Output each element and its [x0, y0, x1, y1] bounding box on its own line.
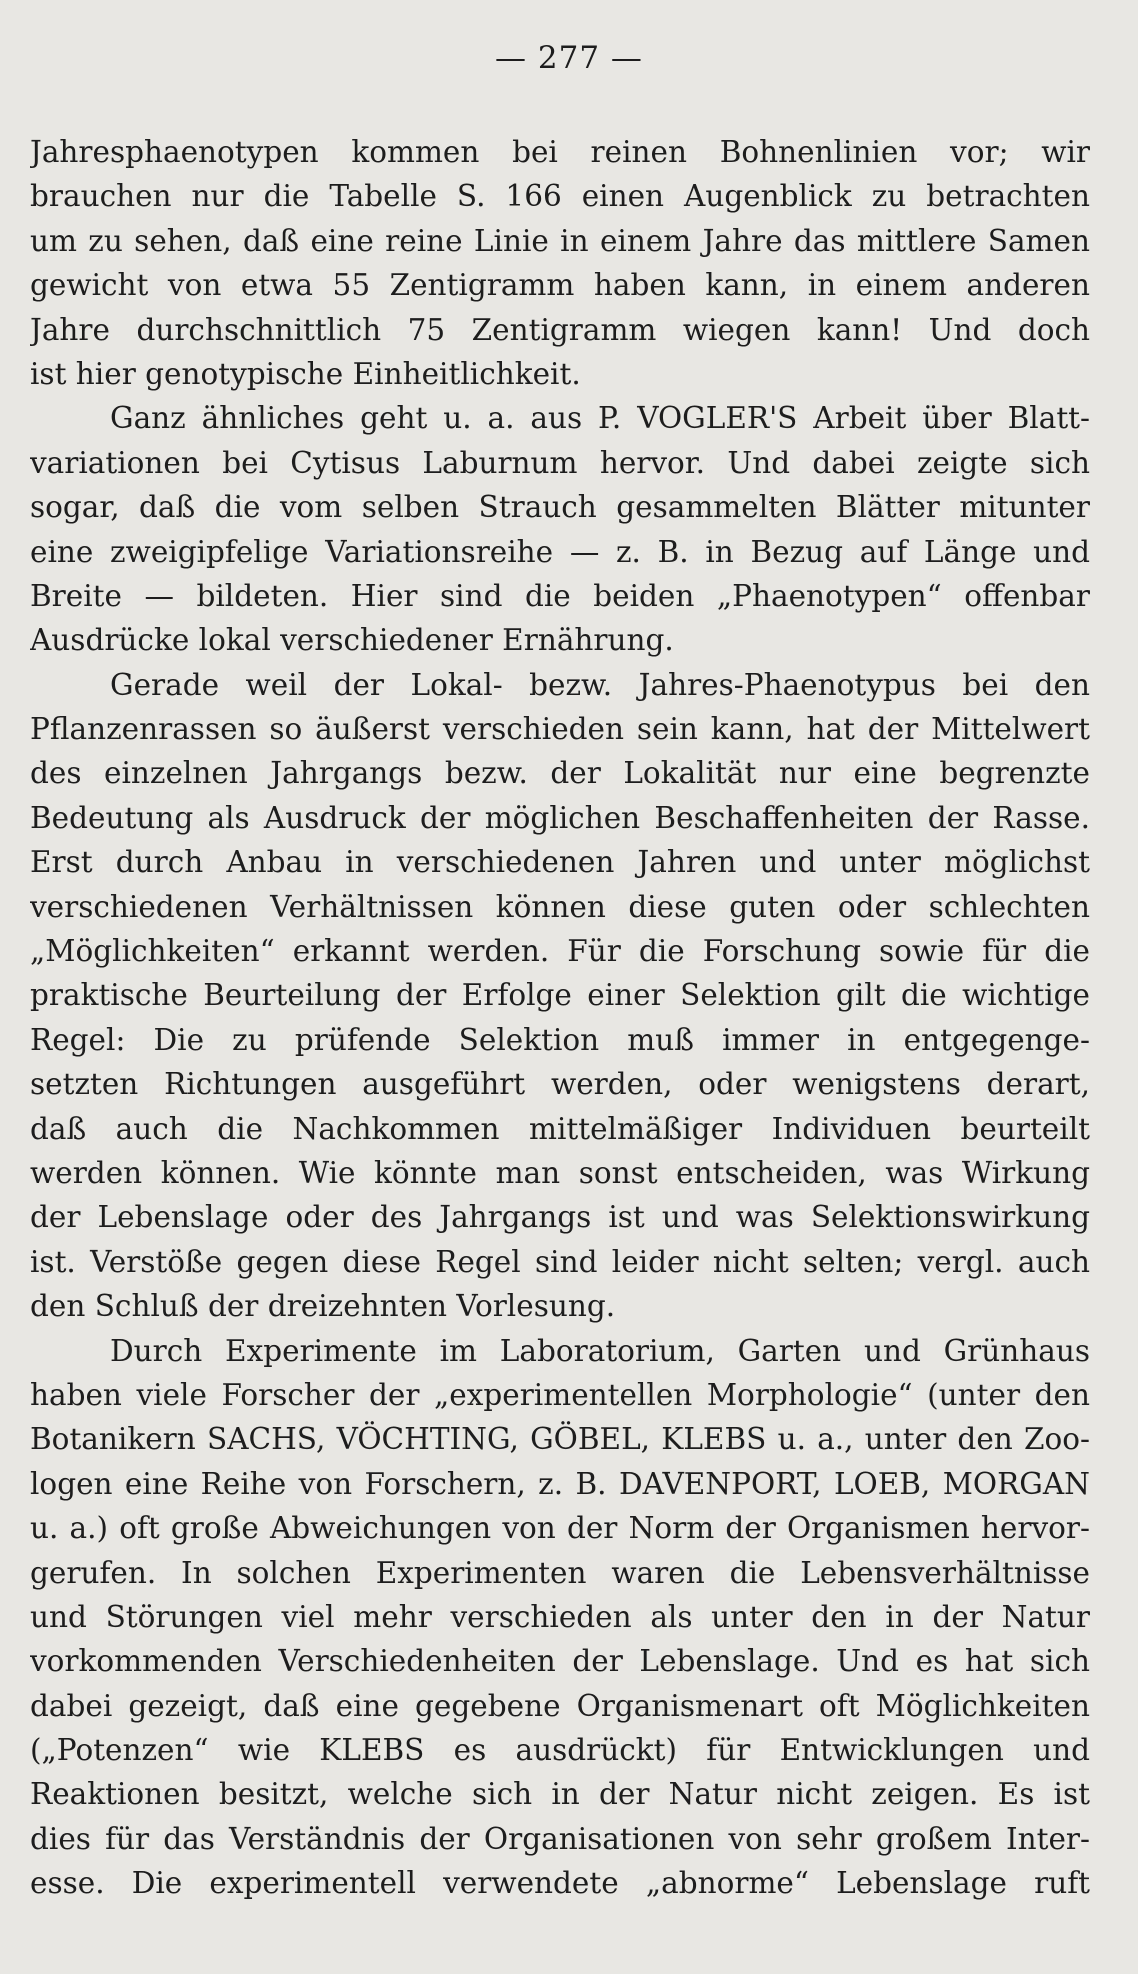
text-line: logen eine Reihe von Forschern, z. B. DAVENPORT, LOEB, MORGAN	[30, 1466, 1090, 1501]
text-line: u. a.) oft große Abweichungen von der Norm der Organismen hervor-	[30, 1511, 1090, 1546]
text-line: setzten Richtungen ausgeführt werden, oder wenigstens derart,	[30, 1067, 1090, 1102]
text-line: Reaktionen besitzt, welche sich in der Natur nicht zeigen. Es ist	[30, 1777, 1090, 1812]
text-line: Regel: Die zu prüfende Selektion muß immer in entgegenge-	[30, 1022, 1090, 1057]
text-line: den Schluß der dreizehnten Vorlesung.	[30, 1289, 616, 1324]
text-line: Gerade weil der Lokal- bezw. Jahres-Phaenotypus bei den	[110, 667, 1090, 702]
text-line: Breite — bildeten. Hier sind die beiden „Phaenotypen“ offenbar	[30, 578, 1090, 613]
text-line: des einzelnen Jahrgangs bezw. der Lokalität nur eine begrenzte	[30, 756, 1090, 791]
text-line: vorkommenden Verschiedenheiten der Lebenslage. Und es hat sich	[30, 1644, 1090, 1679]
text-line: praktische Beurteilung der Erfolge einer Selektion gilt die wichtige	[30, 978, 1090, 1013]
text-line: gewicht von etwa 55 Zentigramm haben kann, in einem anderen	[30, 268, 1090, 303]
text-line: Jahresphaenotypen kommen bei reinen Bohnenlinien vor; wir	[30, 135, 1090, 169]
text-line: daß auch die Nachkommen mittelmäßiger Individuen beurteilt	[30, 1111, 1090, 1146]
text-line: werden können. Wie könnte man sonst entscheiden, was Wirkung	[30, 1155, 1090, 1190]
text-line: („Potenzen“ wie KLEBS es ausdrückt) für Entwicklungen und	[30, 1733, 1090, 1768]
text-line: Ausdrücke lokal verschiedener Ernährung.	[30, 623, 674, 658]
text-line: Bedeutung als Ausdruck der möglichen Beschaffenheiten der Rasse.	[30, 800, 1090, 835]
text-line: eine zweigipfelige Variationsreihe — z. B. in Bezug auf Länge und	[30, 534, 1090, 569]
text-line: ist. Verstöße gegen diese Regel sind leider nicht selten; vergl. auch	[30, 1244, 1090, 1279]
text-line: Durch Experimente im Laboratorium, Garten und Grünhaus	[110, 1333, 1090, 1368]
text-line: brauchen nur die Tabelle S. 166 einen Augenblick zu betrachten	[30, 179, 1090, 214]
text-line: esse. Die experimentell verwendete „abnorme“ Lebenslage ruft	[30, 1866, 1090, 1901]
text-line: Botanikern SACHS, VÖCHTING, GÖBEL, KLEBS u. a., unter den Zoo-	[30, 1422, 1090, 1457]
text-line: Pflanzenrassen so äußerst verschieden sein kann, hat der Mittelwert	[30, 712, 1090, 747]
page-number: — 277 —	[495, 40, 643, 76]
text-line: haben viele Forscher der „experimentellen Morphologie“ (unter den	[30, 1377, 1090, 1412]
body-text	[30, 130, 1090, 1906]
text-line: um zu sehen, daß eine reine Linie in einem Jahre das mittlere Samen	[30, 223, 1090, 258]
text-line: variationen bei Cytisus Laburnum hervor. Und dabei zeigte sich	[30, 445, 1090, 480]
text-line: ist hier genotypische Einheitlichkeit.	[30, 356, 581, 391]
text-line: der Lebenslage oder des Jahrgangs ist und was Selektionswirkung	[30, 1200, 1090, 1235]
text-line: dies für das Verständnis der Organisationen von sehr großem Inter-	[30, 1821, 1090, 1856]
text-line: gerufen. In solchen Experimenten waren die Lebensverhältnisse	[30, 1555, 1090, 1590]
text-line: Erst durch Anbau in verschiedenen Jahren und unter möglichst	[30, 845, 1090, 880]
text-line: und Störungen viel mehr verschieden als unter den in der Natur	[30, 1599, 1090, 1634]
text-line: verschiedenen Verhältnissen können diese guten oder schlechten	[30, 889, 1090, 924]
text-line: Ganz ähnliches geht u. a. aus P. VOGLER'S Arbeit über Blatt-	[110, 401, 1090, 436]
text-line: dabei gezeigt, daß eine gegebene Organismenart oft Möglichkeiten	[30, 1688, 1090, 1723]
text-line: sogar, daß die vom selben Strauch gesammelten Blätter mitunter	[30, 490, 1090, 525]
text-line: Jahre durchschnittlich 75 Zentigramm wiegen kann! Und doch	[30, 312, 1090, 347]
text-line: „Möglichkeiten“ erkannt werden. Für die Forschung sowie für die	[30, 934, 1090, 969]
